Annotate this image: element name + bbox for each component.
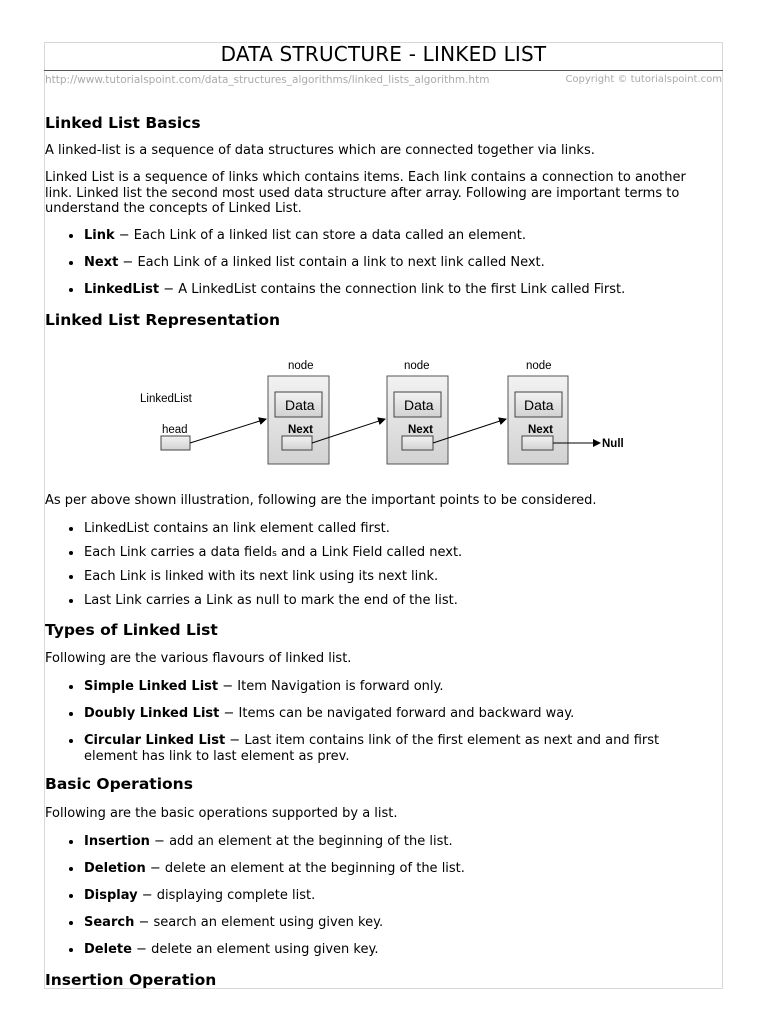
term-description: − displaying complete list. — [137, 888, 316, 903]
point-text: Each Link carries a data field — [84, 545, 273, 560]
copyright-notice: Copyright © tutorialspoint.com — [565, 74, 722, 85]
term-label: Deletion — [84, 861, 146, 876]
data-field-label: Data — [285, 397, 315, 413]
next-field-box — [282, 436, 312, 450]
heading-linked-list-basics: Linked List Basics — [45, 114, 201, 132]
list-item: Each Link is linked with its next link using its next link. — [84, 569, 714, 585]
list-item-term-link — [84, 228, 714, 244]
next-field-box — [402, 436, 433, 450]
term-label: Search — [84, 915, 135, 930]
term-description: − Each Link of a linked list contain a link to next link called Next. — [118, 255, 545, 270]
heading-types-of-linked-list: Types of Linked List — [45, 621, 218, 639]
term-label: Doubly Linked List — [84, 706, 220, 721]
head-label: head — [162, 424, 188, 436]
heading-insertion-operation: Insertion Operation — [45, 971, 217, 989]
list-item-type-circular — [84, 733, 714, 764]
term-description: − delete an element using given key. — [131, 942, 379, 957]
linked-list-diagram — [130, 352, 640, 477]
list-item: LinkedList contains an link element called first. — [84, 521, 714, 537]
term-description: − Last item contains link of the first element as next and and first element has link to last element as prev. — [84, 733, 660, 764]
term-label: Circular Linked List — [84, 733, 226, 748]
source-url[interactable]: http://www.tutorialspoint.com/data_structures_algorithms/linked_lists_algorithm.htm — [45, 74, 490, 86]
term-label: Simple Linked List — [84, 679, 219, 694]
operations-intro: Following are the basic operations supported by a list. — [45, 806, 398, 821]
term-label: Insertion — [84, 834, 150, 849]
data-field-label: Data — [524, 397, 554, 413]
head-box — [161, 436, 190, 450]
term-description: − add an element at the beginning of the list. — [149, 834, 453, 849]
linkedlist-label: LinkedList — [140, 393, 192, 405]
representation-intro: As per above shown illustration, following are the important points to be considered. — [45, 493, 597, 508]
list-item: Last Link carries a Link as null to mark the end of the list. — [84, 593, 714, 609]
node-box — [508, 376, 568, 464]
list-item-op-deletion — [84, 861, 714, 877]
next-field-label: Next — [408, 424, 433, 436]
term-label: Display — [84, 888, 138, 903]
next-field-label: Next — [528, 424, 553, 436]
list-item — [84, 545, 714, 563]
term-description: − Each Link of a linked list can store a data called an element. — [114, 228, 526, 243]
term-label: Link — [84, 228, 115, 243]
next-field-box — [522, 436, 553, 450]
heading-linked-list-representation: Linked List Representation — [45, 311, 281, 329]
basics-paragraph-1: A linked-list is a sequence of data structures which are connected together via links. — [45, 143, 595, 158]
list-item-op-insertion — [84, 834, 714, 850]
point-subscript: s — [272, 549, 277, 559]
point-text-rest: and a Link Field called next. — [276, 545, 463, 560]
title-divider — [44, 70, 723, 71]
list-item-term-next — [84, 255, 714, 271]
list-item-op-delete — [84, 942, 714, 958]
term-description: − Item Navigation is forward only. — [218, 679, 444, 694]
term-description: − delete an element at the beginning of the list. — [145, 861, 465, 876]
term-description: − search an element using given key. — [134, 915, 384, 930]
node-box — [268, 376, 329, 464]
node-label: node — [404, 360, 430, 372]
term-label: Next — [84, 255, 119, 270]
next-field-label: Next — [288, 424, 313, 436]
null-label: Null — [602, 438, 624, 450]
list-item-term-linkedlist — [84, 282, 714, 298]
list-item-op-display — [84, 888, 714, 904]
types-intro: Following are the various flavours of linked list. — [45, 651, 352, 666]
head-arrow — [190, 419, 266, 443]
basics-paragraph-2: Linked List is a sequence of links which contains items. Each link contains a connection to another link. Linked list the second most used data structure after array. Following are important terms to understand the concepts of Linked List. — [45, 170, 686, 216]
list-item-type-simple — [84, 679, 714, 695]
node-label: node — [526, 360, 552, 372]
list-item-op-search — [84, 915, 714, 931]
term-description: − Items can be navigated forward and backward way. — [219, 706, 575, 721]
term-label: LinkedList — [84, 282, 160, 297]
page-title: DATA STRUCTURE - LINKED LIST — [220, 42, 547, 66]
term-description: − A LinkedList contains the connection link to the first Link called First. — [159, 282, 626, 297]
term-label: Delete — [84, 942, 132, 957]
list-item-type-doubly — [84, 706, 714, 722]
node-box — [387, 376, 448, 464]
data-field-label: Data — [404, 397, 434, 413]
heading-basic-operations: Basic Operations — [45, 775, 193, 793]
node-label: node — [288, 360, 314, 372]
